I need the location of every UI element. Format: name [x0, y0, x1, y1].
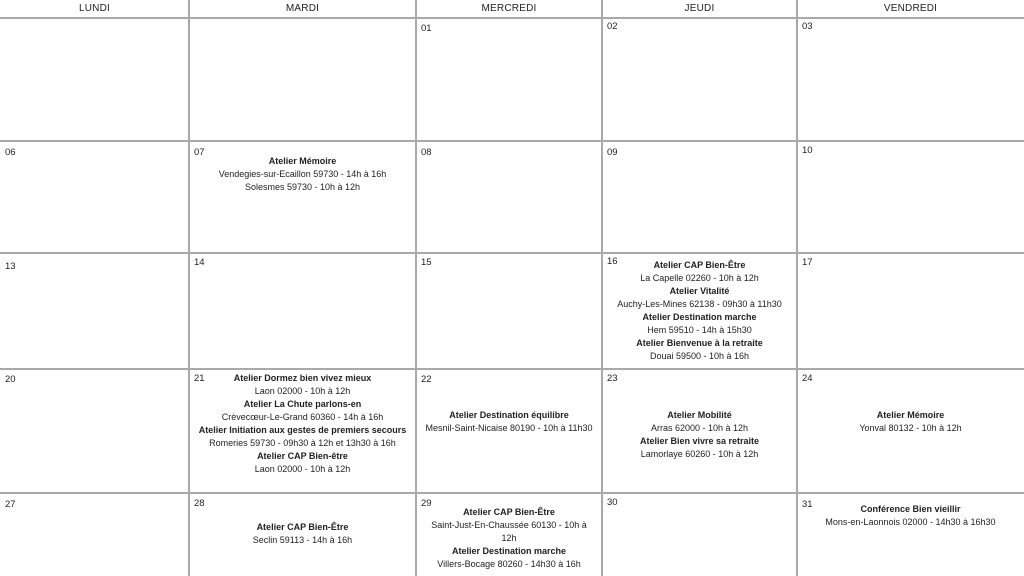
grid-line-vertical	[796, 0, 798, 576]
day-cell[interactable]	[189, 253, 416, 369]
grid-line-vertical	[601, 0, 603, 576]
event-title[interactable]: Atelier CAP Bien-Être	[463, 507, 555, 517]
event-detail: Solesmes 59730 - 10h à 12h	[244, 182, 361, 192]
grid-line-horizontal	[0, 492, 1024, 494]
day-header-mercredi: MERCREDI	[481, 3, 537, 14]
event-title[interactable]: Atelier Destination marche	[451, 546, 567, 556]
event-detail: Douai 59500 - 10h à 16h	[649, 351, 750, 361]
day-number: 03	[802, 21, 813, 32]
day-number: 01	[421, 23, 432, 34]
day-number: 17	[802, 257, 813, 268]
day-number: 27	[5, 499, 16, 510]
day-cell[interactable]	[602, 369, 797, 493]
event-title[interactable]: Atelier Initiation aux gestes de premiers secours	[198, 425, 407, 435]
grid-line-horizontal	[0, 252, 1024, 254]
event-title[interactable]: Atelier CAP Bien-Être	[653, 260, 746, 270]
day-cell[interactable]	[189, 18, 416, 141]
day-number: 10	[802, 145, 813, 156]
day-cell[interactable]	[0, 369, 189, 493]
day-cell[interactable]	[189, 141, 416, 253]
day-cell[interactable]	[797, 369, 1024, 493]
event-title[interactable]: Atelier La Chute parlons-en	[243, 399, 362, 409]
day-cell[interactable]	[416, 141, 602, 253]
day-cell[interactable]	[189, 369, 416, 493]
day-number: 31	[802, 499, 813, 510]
event-title[interactable]: Atelier CAP Bien-être	[257, 451, 348, 461]
day-cell[interactable]	[0, 493, 189, 576]
day-number: 30	[607, 497, 618, 508]
event-title[interactable]: Atelier Mobilité	[667, 410, 732, 420]
day-cell[interactable]	[602, 141, 797, 253]
day-header-mardi: MARDI	[285, 3, 320, 14]
event-detail: Mons-en-Laonnois 02000 - 14h30 à 16h30	[825, 517, 996, 527]
grid-line-horizontal	[0, 368, 1024, 370]
event-list	[416, 506, 602, 571]
event-detail: Vendegies-sur-Ecaillon 59730 - 14h à 16h	[218, 169, 387, 179]
event-detail: Mesnil-Saint-Nicaise 80190 - 10h à 11h30	[425, 423, 593, 433]
day-cell[interactable]	[416, 253, 602, 369]
event-detail: Lamorlaye 60260 - 10h à 12h	[640, 449, 759, 459]
event-detail: Arras 62000 - 10h à 12h	[650, 423, 749, 433]
event-detail: Laon 02000 - 10h à 12h	[254, 386, 351, 396]
day-number: 23	[607, 373, 618, 384]
event-title[interactable]: Conférence Bien vieillir	[860, 504, 961, 514]
day-cell[interactable]	[416, 18, 602, 141]
event-title[interactable]: Atelier Bien vivre sa retraite	[639, 436, 760, 446]
event-detail: Saint-Just-En-Chaussée 60130 - 10h à 12h	[431, 520, 587, 543]
event-list	[797, 409, 1024, 435]
event-title[interactable]: Atelier Bienvenue à la retraite	[636, 338, 763, 348]
event-detail: La Capelle 02260 - 10h à 12h	[640, 273, 759, 283]
day-number: 28	[194, 498, 205, 509]
event-title[interactable]: Atelier Mémoire	[268, 156, 337, 166]
event-list	[189, 155, 416, 194]
day-cell[interactable]	[797, 141, 1024, 253]
day-number: 13	[5, 261, 16, 272]
day-cell[interactable]	[602, 18, 797, 141]
event-list	[416, 409, 602, 435]
day-number: 07	[194, 147, 205, 158]
day-number: 16	[607, 256, 618, 267]
day-number: 02	[607, 21, 618, 32]
grid-line-horizontal	[0, 17, 1024, 19]
event-detail: Auchy-Les-Mines 62138 - 09h30 à 11h30	[617, 299, 782, 309]
day-cell[interactable]	[0, 141, 189, 253]
event-list	[797, 503, 1024, 529]
day-number: 15	[421, 257, 432, 268]
day-cell[interactable]	[797, 253, 1024, 369]
day-number: 29	[421, 498, 432, 509]
event-list	[602, 259, 797, 363]
day-cell[interactable]	[189, 493, 416, 576]
day-number: 09	[607, 147, 618, 158]
event-list	[189, 521, 416, 547]
day-number: 06	[5, 147, 16, 158]
event-detail: Crèvecœur-Le-Grand 60360 - 14h à 16h	[221, 412, 384, 422]
event-title[interactable]: Atelier Destination marche	[642, 312, 757, 322]
day-cell[interactable]	[416, 369, 602, 493]
day-cell[interactable]	[0, 253, 189, 369]
day-header-vendredi: VENDREDI	[883, 3, 938, 14]
grid-line-vertical	[188, 0, 190, 576]
day-number: 22	[421, 374, 432, 385]
event-detail: Romeries 59730 - 09h30 à 12h et 13h30 à 16h	[209, 438, 396, 448]
event-title[interactable]: Atelier CAP Bien-Être	[256, 522, 349, 532]
day-cell[interactable]	[602, 493, 797, 576]
grid-line-vertical	[415, 0, 417, 576]
event-detail: Laon 02000 - 10h à 12h	[254, 464, 351, 474]
day-cell[interactable]	[0, 18, 189, 141]
event-list	[189, 372, 416, 476]
event-detail: Villers-Bocage 80260 - 14h30 à 16h	[437, 559, 581, 569]
day-number: 24	[802, 373, 813, 384]
event-detail: Hem 59510 - 14h à 15h30	[647, 325, 752, 335]
day-cell[interactable]	[797, 493, 1024, 576]
day-header-lundi: LUNDI	[78, 3, 110, 14]
day-number: 14	[194, 257, 205, 268]
event-detail: Yonval 80132 - 10h à 12h	[859, 423, 962, 433]
event-title[interactable]: Atelier Destination équilibre	[449, 410, 569, 420]
day-header-jeudi: JEUDI	[684, 3, 715, 14]
day-cell[interactable]	[416, 493, 602, 576]
day-number: 08	[421, 147, 432, 158]
event-title[interactable]: Atelier Vitalité	[669, 286, 730, 296]
event-title[interactable]: Atelier Dormez bien vivez mieux	[233, 373, 372, 383]
day-number: 21	[194, 373, 205, 384]
event-title[interactable]: Atelier Mémoire	[876, 410, 945, 420]
day-number: 20	[5, 374, 16, 385]
day-cell[interactable]	[602, 253, 797, 369]
event-detail: Seclin 59113 - 14h à 16h	[252, 535, 353, 545]
event-list	[602, 409, 797, 461]
day-cell[interactable]	[797, 18, 1024, 141]
grid-line-horizontal	[0, 140, 1024, 142]
